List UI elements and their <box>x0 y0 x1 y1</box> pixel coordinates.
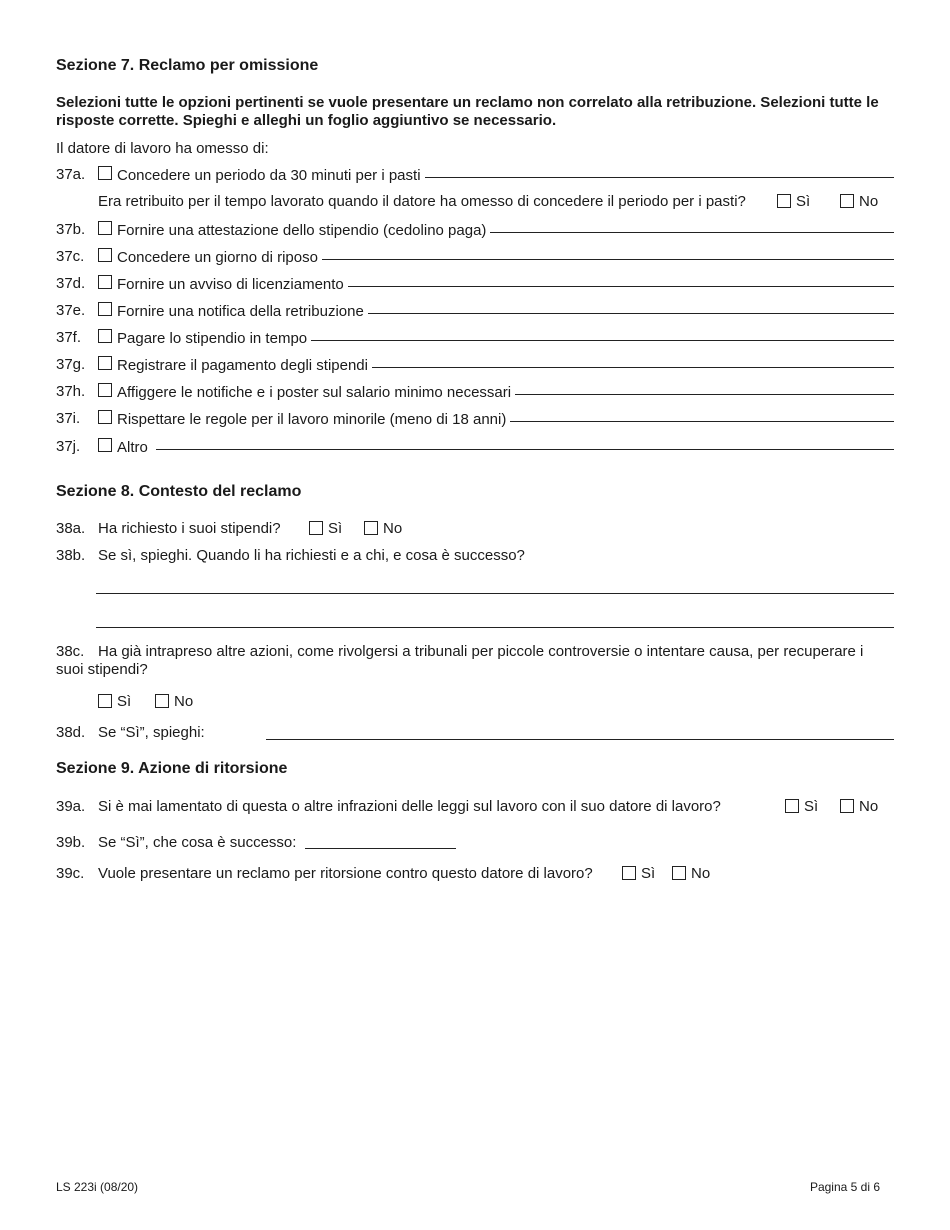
meal-no-option <box>840 193 878 210</box>
item-37e <box>98 302 894 320</box>
answer-line-37d[interactable] <box>348 285 894 287</box>
38a-no-label: No <box>383 520 403 537</box>
item-37f <box>98 329 894 347</box>
meal-yes-checkbox[interactable] <box>777 194 791 208</box>
meal-no-checkbox[interactable] <box>840 194 854 208</box>
38c-yes-option <box>98 693 131 710</box>
39a-yes-label: Sì <box>804 798 819 815</box>
answer-line-37g[interactable] <box>372 366 894 368</box>
question-number-38b: 38b. <box>56 547 86 564</box>
38c-no-option <box>155 693 193 710</box>
item-label-37d: Fornire un avviso di licenziamento <box>117 276 344 293</box>
question-number-39a: 39a. <box>56 798 86 815</box>
item-number-37h: 37h. <box>56 383 86 400</box>
answer-line-37i[interactable] <box>510 420 894 422</box>
39b-answer-line[interactable] <box>305 848 456 849</box>
question-number-38d: 38d. <box>56 724 86 741</box>
item-label-37f: Pagare lo stipendio in tempo <box>117 330 308 347</box>
question-38c-line-2: suoi stipendi? <box>56 661 148 678</box>
38a-no-option <box>364 520 402 537</box>
39c-yes-option <box>622 865 655 882</box>
item-label-37a: Concedere un periodo da 30 minuti per i pasti <box>117 167 421 184</box>
38c-no-checkbox[interactable] <box>155 694 169 708</box>
meal-no-label: No <box>859 193 879 210</box>
answer-line-37e[interactable] <box>368 312 894 314</box>
38a-yes-option <box>309 520 342 537</box>
item-37a <box>98 166 894 184</box>
item-label-37i: Rispettare le regole per il lavoro minorile (meno di 18 anni) <box>117 411 507 428</box>
39a-no-checkbox[interactable] <box>840 799 854 813</box>
section-9-title: Sezione 9. Azione di ritorsione <box>56 760 288 777</box>
38b-answer-line-2[interactable] <box>96 627 894 628</box>
question-number-39b: 39b. <box>56 834 86 851</box>
item-number-37a: 37a. <box>56 166 86 183</box>
checkbox-37e[interactable] <box>98 302 112 316</box>
38a-yes-label: Sì <box>328 520 343 537</box>
question-39b: Se “Sì”, che cosa è successo: <box>98 834 297 851</box>
39c-yes-label: Sì <box>641 865 656 882</box>
question-38d: Se “Sì”, spieghi: <box>98 724 205 741</box>
item-label-37b: Fornire una attestazione dello stipendio (cedolino paga) <box>117 222 487 239</box>
answer-line-37f[interactable] <box>311 339 894 341</box>
item-number-37j: 37j. <box>56 438 81 455</box>
question-39c: Vuole presentare un reclamo per ritorsione contro questo datore di lavoro? <box>98 865 593 882</box>
39c-yes-checkbox[interactable] <box>622 866 636 880</box>
item-number-37f: 37f. <box>56 329 82 346</box>
answer-line-37h[interactable] <box>515 393 894 395</box>
item-37c <box>98 248 894 266</box>
answer-line-37c[interactable] <box>322 258 894 260</box>
question-38a: Ha richiesto i suoi stipendi? <box>98 520 281 537</box>
checkbox-37b[interactable] <box>98 221 112 235</box>
item-number-37c: 37c. <box>56 248 85 265</box>
item-number-37d: 37d. <box>56 275 86 292</box>
meal-yes-label: Sì <box>796 193 811 210</box>
question-number-38c: 38c. <box>56 643 85 660</box>
checkbox-37h[interactable] <box>98 383 112 397</box>
meal-yes-option <box>777 193 810 210</box>
section-7-title: Sezione 7. Reclamo per omissione <box>56 57 319 74</box>
answer-line-37a[interactable] <box>425 176 894 178</box>
item-label-37c: Concedere un giorno di riposo <box>117 249 318 266</box>
question-38b: Se sì, spieghi. Quando li ha richiesti e a chi, e cosa è successo? <box>98 547 525 564</box>
meal-period-question: Era retribuito per il tempo lavorato quando il datore ha omesso di concedere il periodo per i pasti? <box>98 193 746 210</box>
item-37i <box>98 410 894 428</box>
item-37b <box>98 221 894 239</box>
38a-yes-checkbox[interactable] <box>309 521 323 535</box>
item-label-37g: Registrare il pagamento degli stipendi <box>117 357 368 374</box>
question-39a: Si è mai lamentato di questa o altre infrazioni delle leggi sul lavoro con il suo datore di lavoro? <box>98 798 721 815</box>
item-number-37b: 37b. <box>56 221 86 238</box>
39c-no-checkbox[interactable] <box>672 866 686 880</box>
38d-answer-line[interactable] <box>266 739 894 740</box>
question-38c-line-1: Ha già intrapreso altre azioni, come rivolgersi a tribunali per piccole controversie o intentare causa, per recuperare i <box>98 643 864 660</box>
checkbox-37c[interactable] <box>98 248 112 262</box>
question-number-39c: 39c. <box>56 865 85 882</box>
item-label-37h: Affiggere le notifiche e i poster sul salario minimo necessari <box>117 384 512 401</box>
38c-no-label: No <box>174 693 194 710</box>
39a-yes-option <box>785 798 818 815</box>
39a-no-option <box>840 798 878 815</box>
checkbox-37d[interactable] <box>98 275 112 289</box>
item-label-37j: Altro <box>117 439 148 456</box>
item-37d <box>98 275 894 293</box>
section-7-intro: Il datore di lavoro ha omesso di: <box>56 140 269 157</box>
checkbox-37g[interactable] <box>98 356 112 370</box>
38a-no-checkbox[interactable] <box>364 521 378 535</box>
38c-yes-checkbox[interactable] <box>98 694 112 708</box>
item-37j <box>98 438 894 456</box>
39c-no-option <box>672 865 710 882</box>
checkbox-37j[interactable] <box>98 438 112 452</box>
39a-yes-checkbox[interactable] <box>785 799 799 813</box>
39c-no-label: No <box>691 865 711 882</box>
page-number: Pagina 5 di 6 <box>809 1180 880 1194</box>
39a-no-label: No <box>859 798 879 815</box>
section-7-instructions: Selezioni tutte le opzioni pertinenti se vuole presentare un reclamo non correlato alla retribuzione. Selezioni tutte le risposte corrette. Spieghi e alleghi un foglio aggiuntivo se necessario. <box>56 94 879 129</box>
item-number-37i: 37i. <box>56 410 81 427</box>
item-number-37g: 37g. <box>56 356 86 373</box>
section-8-title: Sezione 8. Contesto del reclamo <box>56 483 302 500</box>
item-37g <box>98 356 894 374</box>
38c-yes-label: Sì <box>117 693 132 710</box>
item-number-37e: 37e. <box>56 302 86 319</box>
form-id: LS 223i (08/20) <box>56 1180 139 1194</box>
checkbox-37a[interactable] <box>98 166 112 180</box>
answer-line-37b[interactable] <box>490 231 894 233</box>
checkbox-37f[interactable] <box>98 329 112 343</box>
38b-answer-line-1[interactable] <box>96 593 894 594</box>
question-number-38a: 38a. <box>56 520 86 537</box>
answer-line-37j[interactable] <box>156 448 894 450</box>
checkbox-37i[interactable] <box>98 410 112 424</box>
item-37h <box>98 383 894 401</box>
item-label-37e: Fornire una notifica della retribuzione <box>117 303 364 320</box>
